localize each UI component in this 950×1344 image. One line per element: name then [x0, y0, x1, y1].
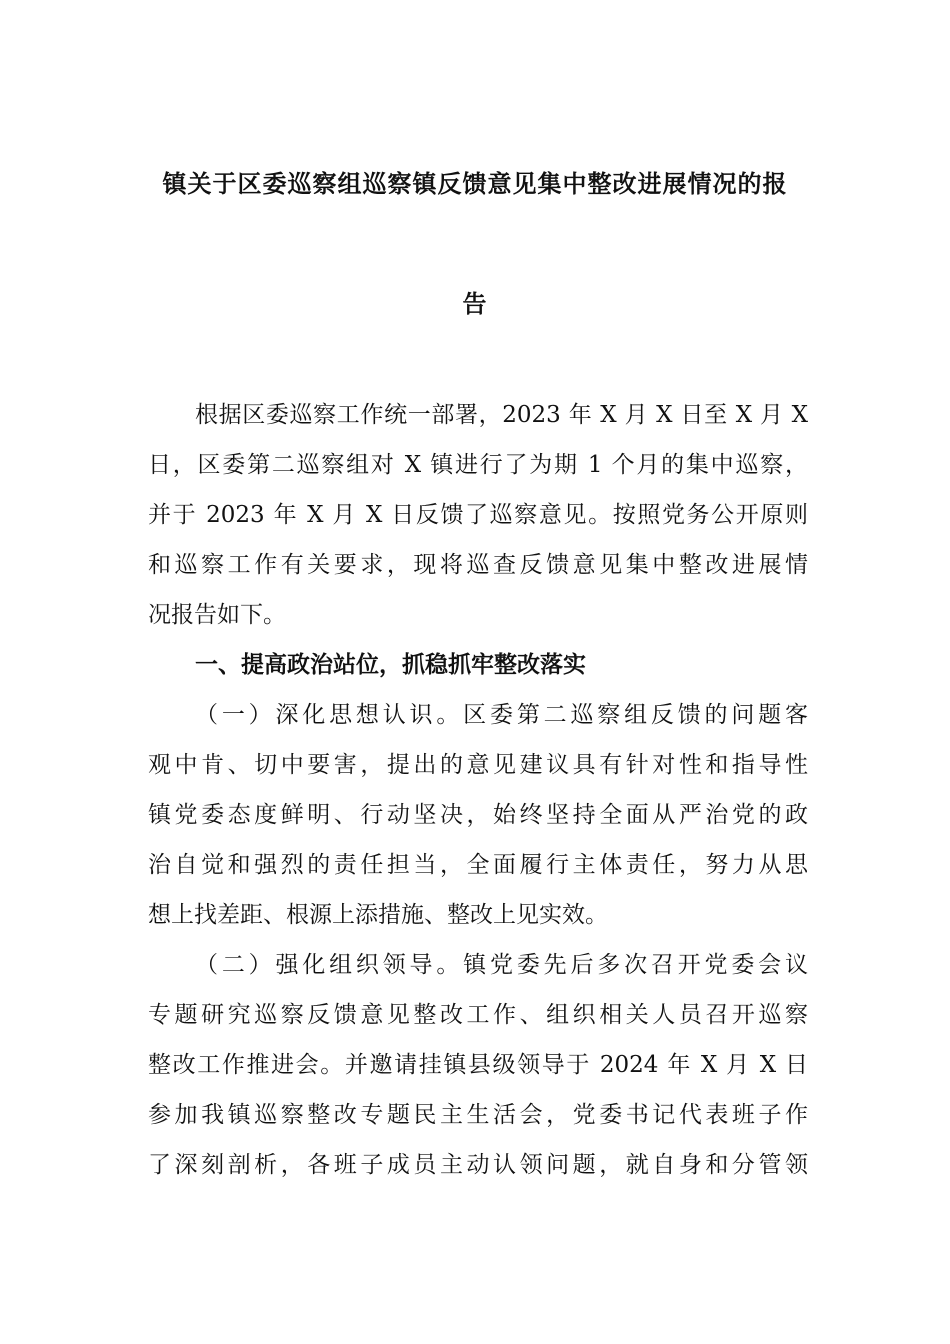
paragraph-3-line-4: 参加我镇巡察整改专题民主生活会，党委书记代表班子作 — [148, 1102, 808, 1128]
paragraph-2-line-1: （一）深化思想认识。区委第二巡察组反馈的问题客 — [195, 702, 808, 728]
paragraph-3-line-3: 整改工作推进会。并邀请挂镇县级领导于 2024 年 X 月 X 日 — [148, 1052, 808, 1078]
paragraph-1-line-3: 并于 2023 年 X 月 X 日反馈了巡察意见。按照党务公开原则 — [148, 502, 808, 528]
paragraph-3-line-1: （二）强化组织领导。镇党委先后多次召开党委会议 — [195, 952, 808, 978]
paragraph-1-line-1: 根据区委巡察工作统一部署，2023 年 X 月 X 日至 X 月 X — [195, 402, 808, 428]
document-title-line-2: 告 — [462, 289, 488, 318]
paragraph-1-line-4: 和巡察工作有关要求，现将巡查反馈意见集中整改进展情 — [148, 552, 808, 578]
paragraph-2-line-2: 观中肯、切中要害，提出的意见建议具有针对性和指导性 — [148, 752, 808, 778]
paragraph-3-line-2: 专题研究巡察反馈意见整改工作、组织相关人员召开巡察 — [148, 1002, 808, 1028]
paragraph-3-line-5: 了深刻剖析，各班子成员主动认领问题，就自身和分管领 — [148, 1152, 808, 1178]
paragraph-1-line-5: 况报告如下。 — [148, 602, 286, 628]
document-title-line-1: 镇关于区委巡察组巡察镇反馈意见集中整改进展情况的报 — [162, 169, 788, 198]
paragraph-2-line-4: 治自觉和强烈的责任担当，全面履行主体责任，努力从思 — [148, 852, 808, 878]
paragraph-2-line-3: 镇党委态度鲜明、行动坚决，始终坚持全面从严治党的政 — [148, 802, 808, 828]
paragraph-2-line-5: 想上找差距、根源上添措施、整改上见实效。 — [148, 902, 608, 928]
section-heading-1: 一、提高政治站位，抓稳抓牢整改落实 — [195, 651, 586, 678]
paragraph-1-line-2: 日，区委第二巡察组对 X 镇进行了为期 1 个月的集中巡察， — [148, 452, 808, 478]
